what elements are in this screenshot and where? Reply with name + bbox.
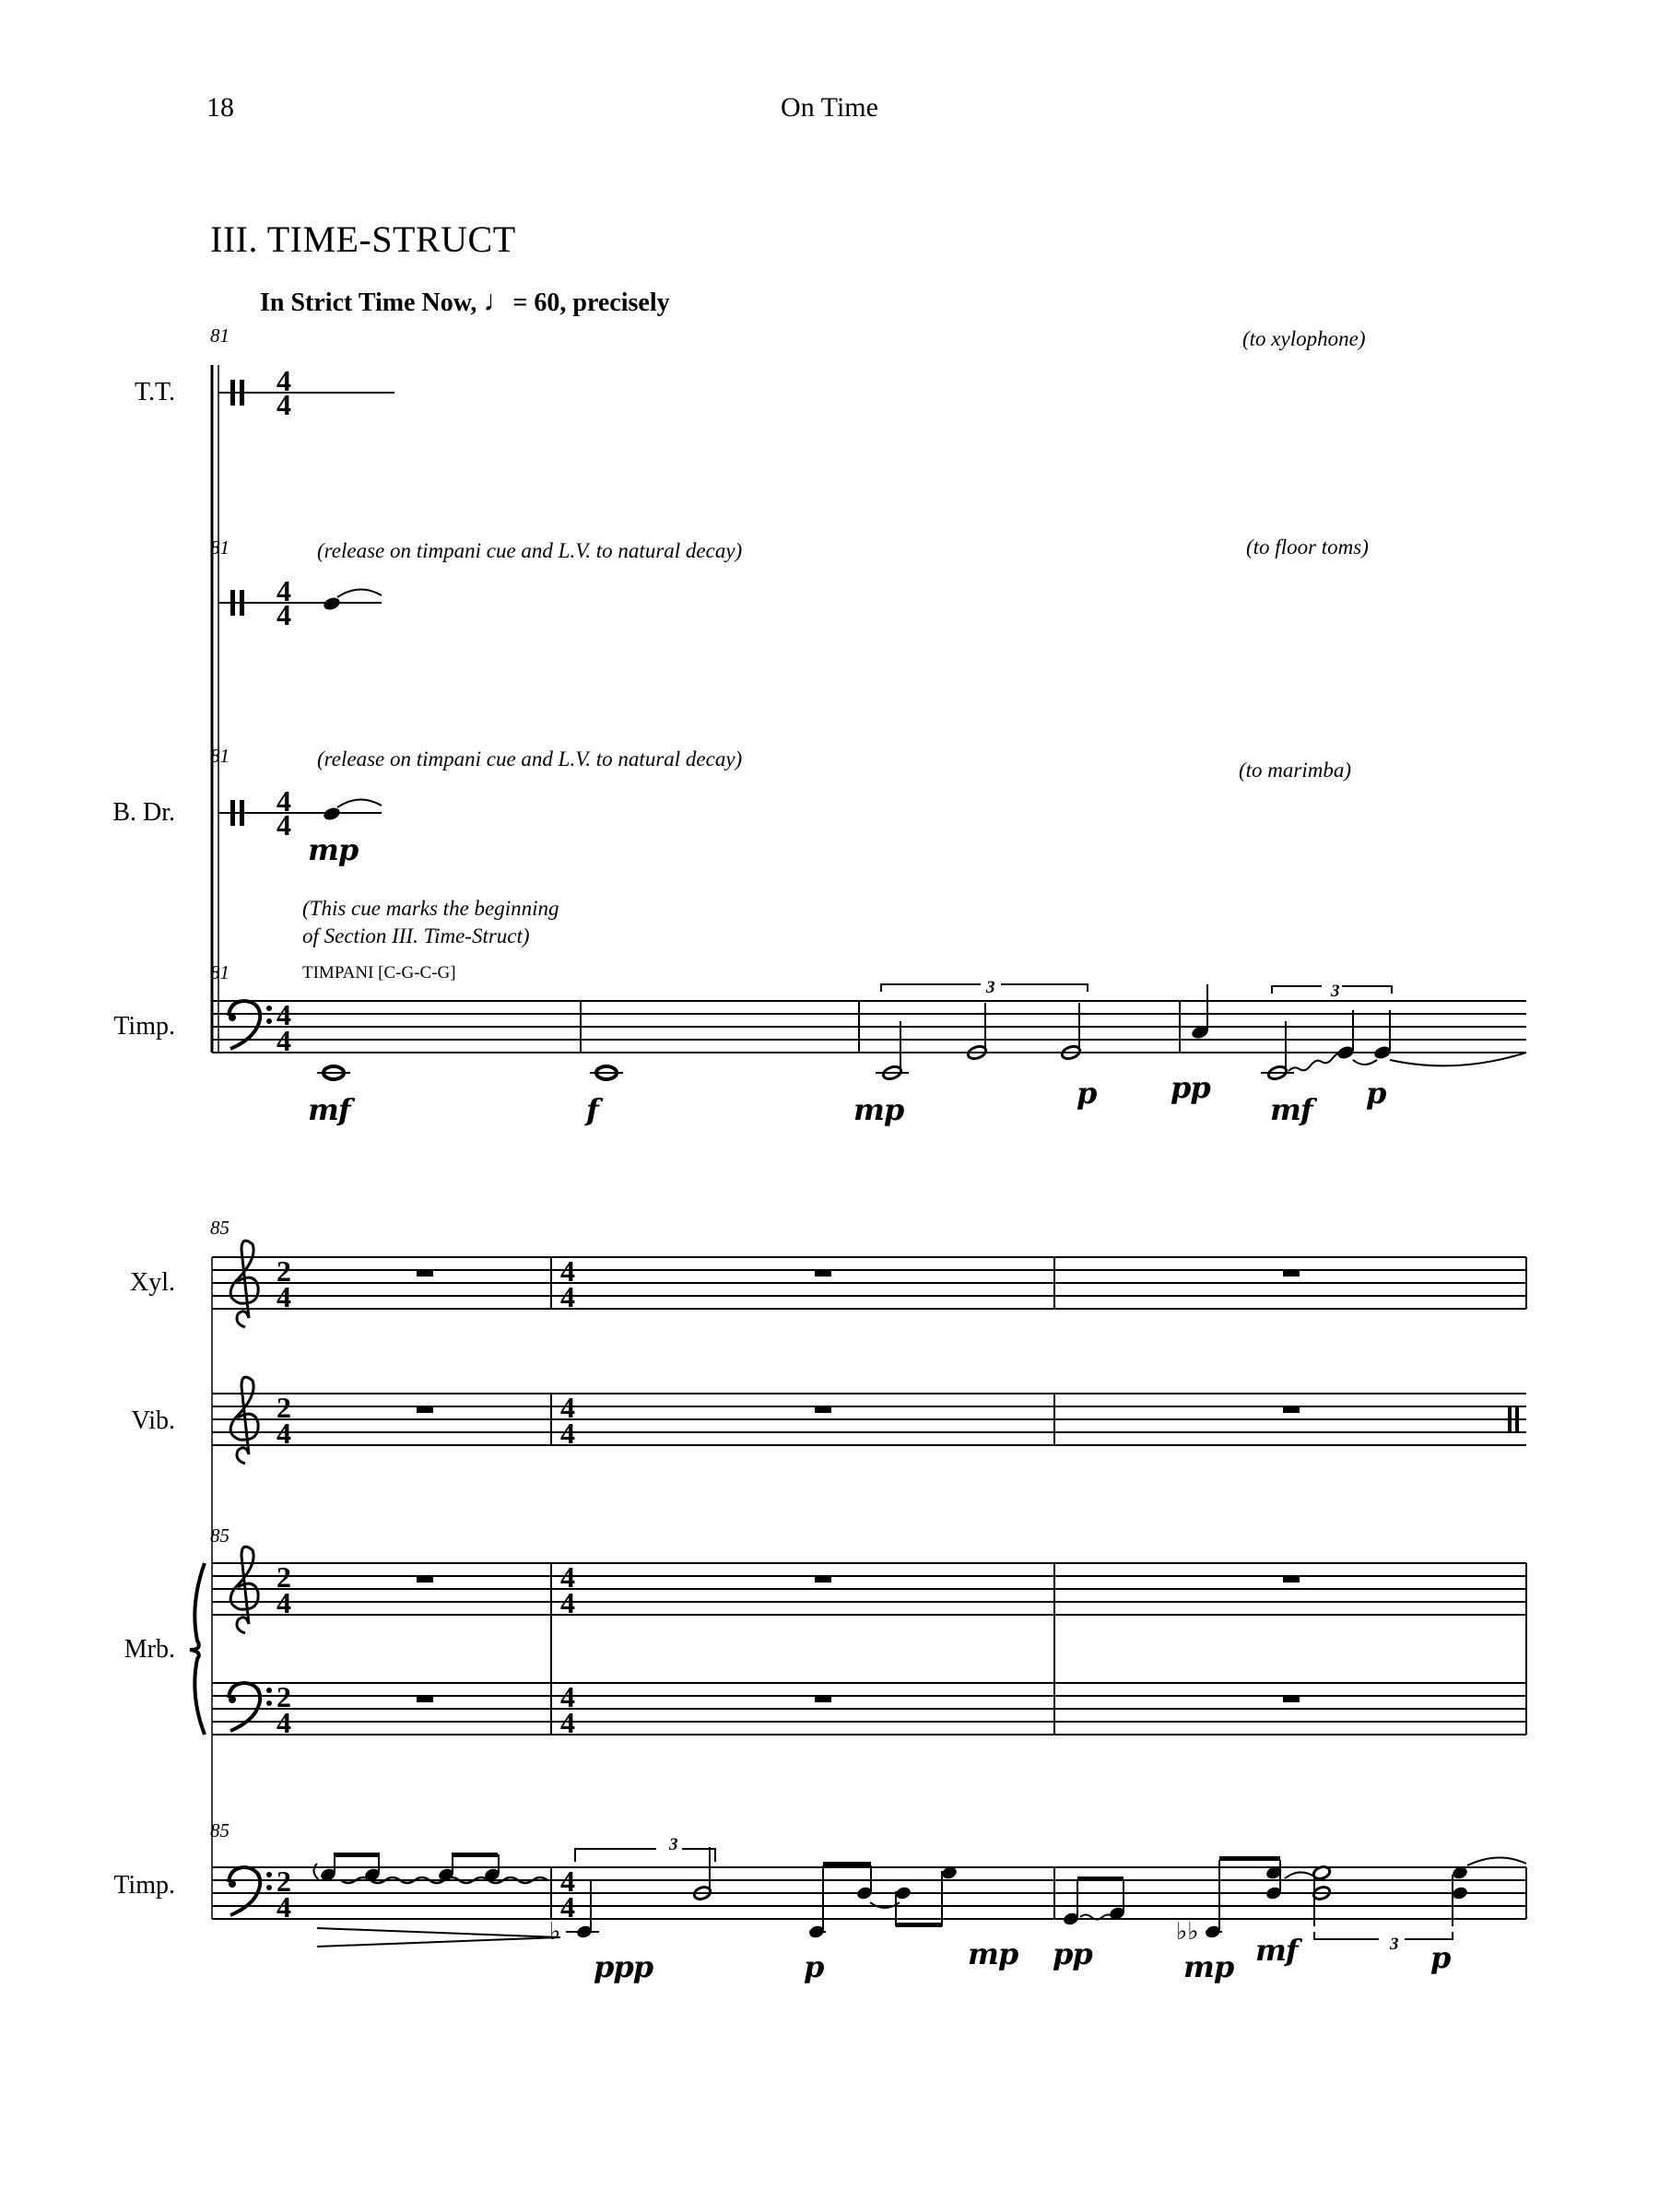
dynamic-p: p (1366, 1076, 1386, 1111)
dynamic-f: f (586, 1092, 598, 1127)
cue-to-xylophone: (to xylophone) (1242, 327, 1366, 350)
svg-text:4: 4 (560, 1680, 575, 1713)
svg-text:4: 4 (276, 364, 291, 397)
dynamic-p: p (804, 1949, 824, 1984)
svg-text:2: 2 (276, 1391, 291, 1424)
svg-text:4: 4 (560, 1254, 575, 1288)
measure-number-85: 85 (210, 1524, 229, 1547)
cue-to-marimba: (to marimba) (1239, 759, 1352, 782)
brace-icon (190, 1563, 205, 1735)
svg-text:4: 4 (560, 1280, 575, 1313)
dynamic-mf: mf (308, 1092, 350, 1127)
svg-text:2: 2 (276, 1680, 291, 1713)
dynamic-mf: mf (1255, 1933, 1298, 1968)
cue-release-timpani: (release on timpani cue and L.V. to natural decay) (317, 539, 743, 562)
svg-text:4: 4 (276, 1280, 291, 1313)
dynamic-pp: pp (1053, 1936, 1092, 1971)
svg-text:2: 2 (276, 1865, 291, 1898)
svg-text:4: 4 (560, 1560, 575, 1594)
svg-text:4: 4 (276, 1024, 291, 1057)
svg-text:4: 4 (560, 1586, 575, 1619)
staff-vibraphone (212, 1394, 1526, 1445)
section-cue-line-2: of Section III. Time-Struct) (302, 924, 530, 947)
staff-marimba-treble (212, 1563, 1526, 1615)
staff-xylophone (212, 1257, 1526, 1309)
staff-timpani-1 (212, 1001, 1526, 1053)
measure-number-85: 85 (210, 1819, 229, 1841)
cue-release-timpani: (release on timpani cue and L.V. to natural decay) (317, 747, 743, 771)
measure-number-81: 81 (210, 536, 229, 559)
instrument-label-vibraphone: Vib. (131, 1406, 175, 1435)
dynamic-mf: mf (1270, 1092, 1312, 1127)
measure-number-81: 81 (210, 745, 229, 767)
tuplet-number: 3 (1331, 982, 1340, 1001)
svg-text:4: 4 (276, 388, 291, 421)
svg-text:4: 4 (276, 1706, 291, 1739)
section-title: III. TIME-STRUCT (210, 218, 516, 260)
svg-text:4: 4 (560, 1417, 575, 1450)
tempo-value: = 60, precisely (512, 288, 670, 317)
svg-text:4: 4 (276, 808, 291, 841)
dynamic-p: p (1430, 1940, 1451, 1975)
bass-clef-icon (229, 1001, 272, 1049)
instrument-label-timpani: Timp. (113, 1012, 175, 1041)
svg-text:4: 4 (560, 1391, 575, 1424)
instrument-label-marimba: Mrb. (124, 1635, 175, 1664)
tempo-text: In Strict Time Now, (260, 288, 477, 317)
running-title: On Time (781, 92, 878, 123)
tuplet-number: 3 (669, 1835, 678, 1854)
svg-text:4: 4 (276, 1890, 291, 1924)
cue-to-floor-toms: (to floor toms) (1246, 535, 1369, 559)
dynamic-pp: pp (1171, 1070, 1210, 1105)
timpani-tuning: TIMPANI [C-G-C-G] (302, 963, 456, 982)
dynamic-p: p (1077, 1076, 1097, 1111)
tuplet-number: 3 (986, 978, 995, 997)
svg-text:4: 4 (276, 784, 291, 818)
measure-number-81: 81 (210, 961, 229, 983)
svg-text:4: 4 (276, 1417, 291, 1450)
instrument-label-tam-tam: T.T. (134, 378, 175, 406)
svg-text:4: 4 (276, 574, 291, 607)
svg-text:4: 4 (560, 1865, 575, 1898)
measure-number-85: 85 (210, 1217, 229, 1239)
dynamic-mp: mp (968, 1936, 1018, 1971)
dynamic-mp: mp (308, 832, 359, 867)
svg-text:4: 4 (276, 1586, 291, 1619)
staff-marimba-bass (212, 1683, 1526, 1735)
svg-text:4: 4 (560, 1890, 575, 1924)
page-number: 18 (206, 92, 234, 123)
instrument-label-timpani: Timp. (113, 1871, 175, 1900)
svg-text:♭♭: ♭♭ (1176, 1918, 1199, 1945)
svg-text:4: 4 (276, 598, 291, 631)
treble-clef-icon (230, 1241, 258, 1633)
svg-text:4: 4 (276, 998, 291, 1031)
instrument-label-bass-drum: B. Dr. (112, 798, 175, 827)
svg-text:♭: ♭ (549, 1918, 561, 1945)
dynamic-mp: mp (1183, 1949, 1234, 1984)
svg-text:2: 2 (276, 1254, 291, 1288)
svg-text:2: 2 (276, 1560, 291, 1594)
quarter-note-icon: ♩ (483, 284, 513, 317)
dynamic-mp: mp (853, 1092, 904, 1127)
section-cue-line-1: (This cue marks the beginning (302, 897, 559, 920)
measure-number-81: 81 (210, 324, 229, 347)
svg-text:4: 4 (560, 1706, 575, 1739)
instrument-label-xylophone: Xyl. (130, 1268, 175, 1297)
dynamic-ppp: ppp (594, 1949, 653, 1984)
tuplet-number: 3 (1390, 1935, 1399, 1954)
